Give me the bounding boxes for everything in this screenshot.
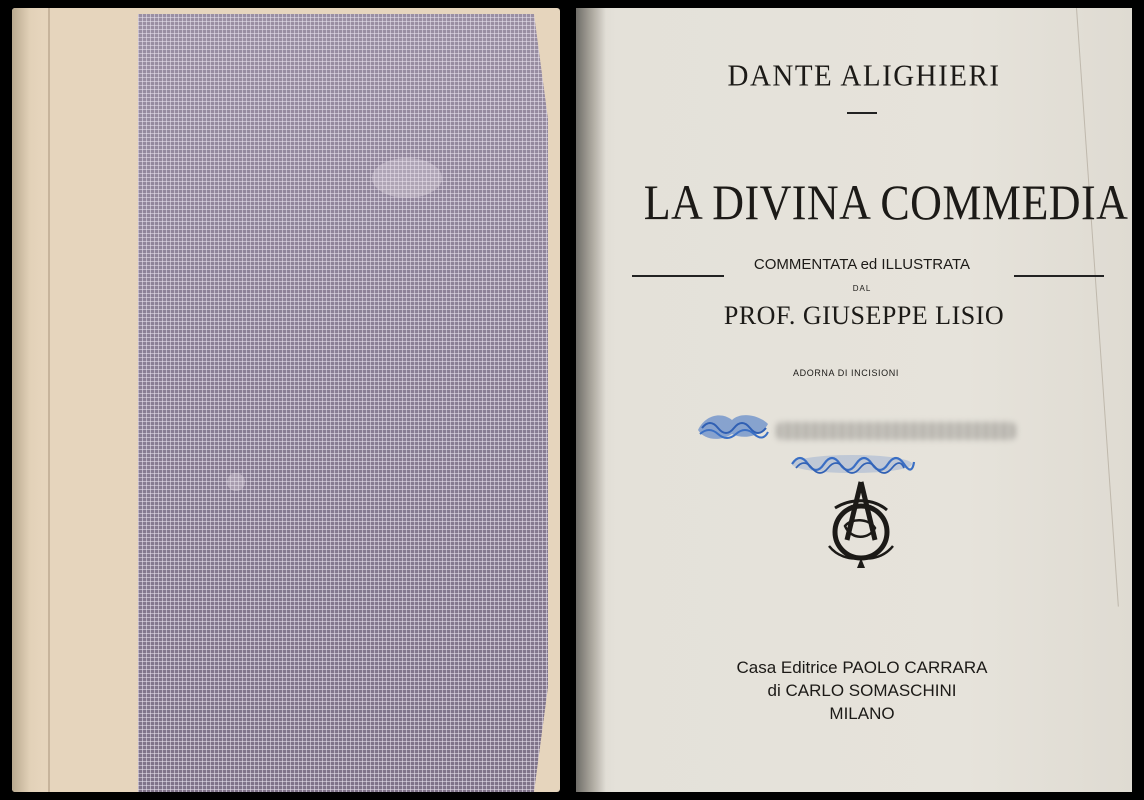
subtitle-rule-left xyxy=(632,275,724,277)
cover-wear-mark xyxy=(372,158,442,198)
subtitle-rule-right xyxy=(1014,275,1104,277)
author-name: DANTE ALIGHIERI xyxy=(727,59,1001,93)
illustrations-note: ADORNA DI INCISIONI xyxy=(793,368,899,378)
book-cover xyxy=(12,8,560,792)
cover-cloth-board xyxy=(138,14,548,792)
publisher-block xyxy=(584,656,1132,725)
pen-scribble-2 xyxy=(788,448,916,478)
pen-scribble-1 xyxy=(692,406,774,446)
publisher-owner: di CARLO SOMASCHINI xyxy=(767,681,957,700)
spine-crease xyxy=(48,8,50,792)
publisher-monogram xyxy=(821,480,901,570)
by-label: DAL xyxy=(852,284,872,293)
author-rule xyxy=(847,112,877,114)
cover-wear-mark xyxy=(227,473,245,491)
publisher-city: MILANO xyxy=(829,704,895,723)
redacted-handwriting xyxy=(776,422,1016,440)
subtitle: COMMENTATA ed ILLUSTRATA xyxy=(753,256,971,273)
title-page xyxy=(576,8,1132,792)
book-title: LA DIVINA COMMEDIA xyxy=(643,174,1129,230)
publisher-name: Casa Editrice PAOLO CARRARA xyxy=(736,658,988,677)
editor-name: PROF. GIUSEPPE LISIO xyxy=(723,301,1005,330)
cover-spine xyxy=(12,8,42,792)
